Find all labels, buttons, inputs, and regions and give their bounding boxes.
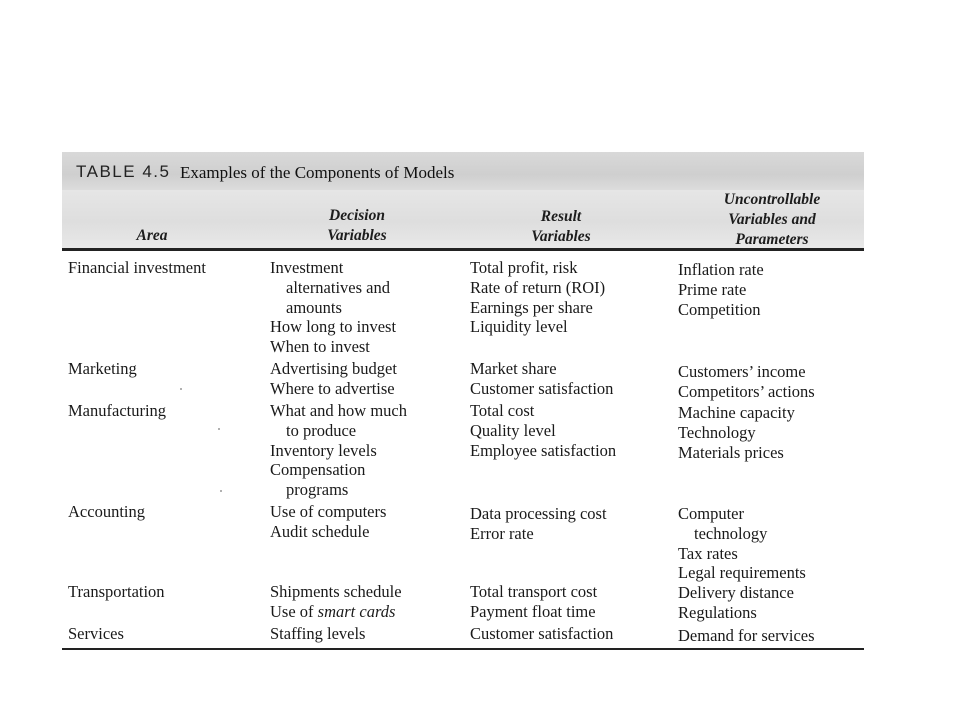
area-cell: Manufacturing bbox=[68, 401, 167, 420]
result-cell: Data processing cost Error rate bbox=[470, 504, 607, 543]
table-caption: Examples of the Components of Models bbox=[180, 163, 455, 182]
bottom-rule bbox=[62, 648, 864, 650]
result-cell: Market share Customer satisfaction bbox=[470, 359, 614, 398]
result-cell: Customer satisfaction bbox=[470, 624, 614, 643]
scan-speck bbox=[218, 428, 220, 430]
scanned-table bbox=[62, 148, 864, 652]
header-band bbox=[62, 190, 864, 248]
area-cell: Marketing bbox=[68, 359, 137, 378]
result-cell: Total profit, risk Rate of return (ROI) Earnings per share Liquidity level bbox=[470, 258, 606, 337]
scan-speck bbox=[180, 388, 182, 390]
header-area: Area bbox=[136, 227, 168, 244]
table-title-bar bbox=[62, 152, 864, 190]
uncontrollable-cell: Inflation rate Prime rate Competition bbox=[678, 260, 764, 319]
area-cell: Services bbox=[68, 624, 124, 643]
decision-cell: Staffing levels bbox=[270, 624, 366, 643]
smart-cards-italic: smart cards bbox=[317, 601, 396, 621]
header-uncontrollable-variables: Uncontrollable Variables and Parameters bbox=[723, 191, 821, 248]
uncontrollable-cell: Customers’ income Competitors’ actions bbox=[678, 362, 815, 401]
result-cell: Total transport cost Payment float time bbox=[470, 582, 598, 621]
header-decision-variables: Decision Variables bbox=[327, 207, 387, 244]
uncontrollable-cell: Machine capacity Technology Materials prices bbox=[678, 403, 795, 462]
uncontrollable-cell: Computer technology Tax rates Legal requirements bbox=[678, 504, 806, 583]
uncontrollable-cell: Demand for services bbox=[678, 626, 815, 645]
header-result-variables: Result Variables bbox=[531, 208, 591, 245]
header-rule bbox=[62, 248, 864, 251]
result-cell: Total cost Quality level Employee satisfaction bbox=[470, 401, 617, 460]
area-cell: Transportation bbox=[68, 582, 165, 601]
decision-cell: Investment alternatives and amounts How long to invest When to invest bbox=[270, 258, 397, 357]
decision-cell: Use of computers Audit schedule bbox=[270, 502, 387, 541]
uncontrollable-cell: Delivery distance Regulations bbox=[678, 583, 794, 622]
decision-cell: Advertising budget Where to advertise bbox=[270, 359, 397, 398]
area-cell: Financial investment bbox=[68, 258, 206, 277]
table-number: TABLE 4.5 bbox=[76, 162, 171, 181]
area-cell: Accounting bbox=[68, 502, 145, 521]
scan-speck bbox=[220, 490, 222, 492]
decision-cell: Shipments schedule Use of smart cards bbox=[270, 582, 402, 621]
decision-cell: What and how much to produce Inventory levels Compensation programs bbox=[270, 401, 408, 500]
